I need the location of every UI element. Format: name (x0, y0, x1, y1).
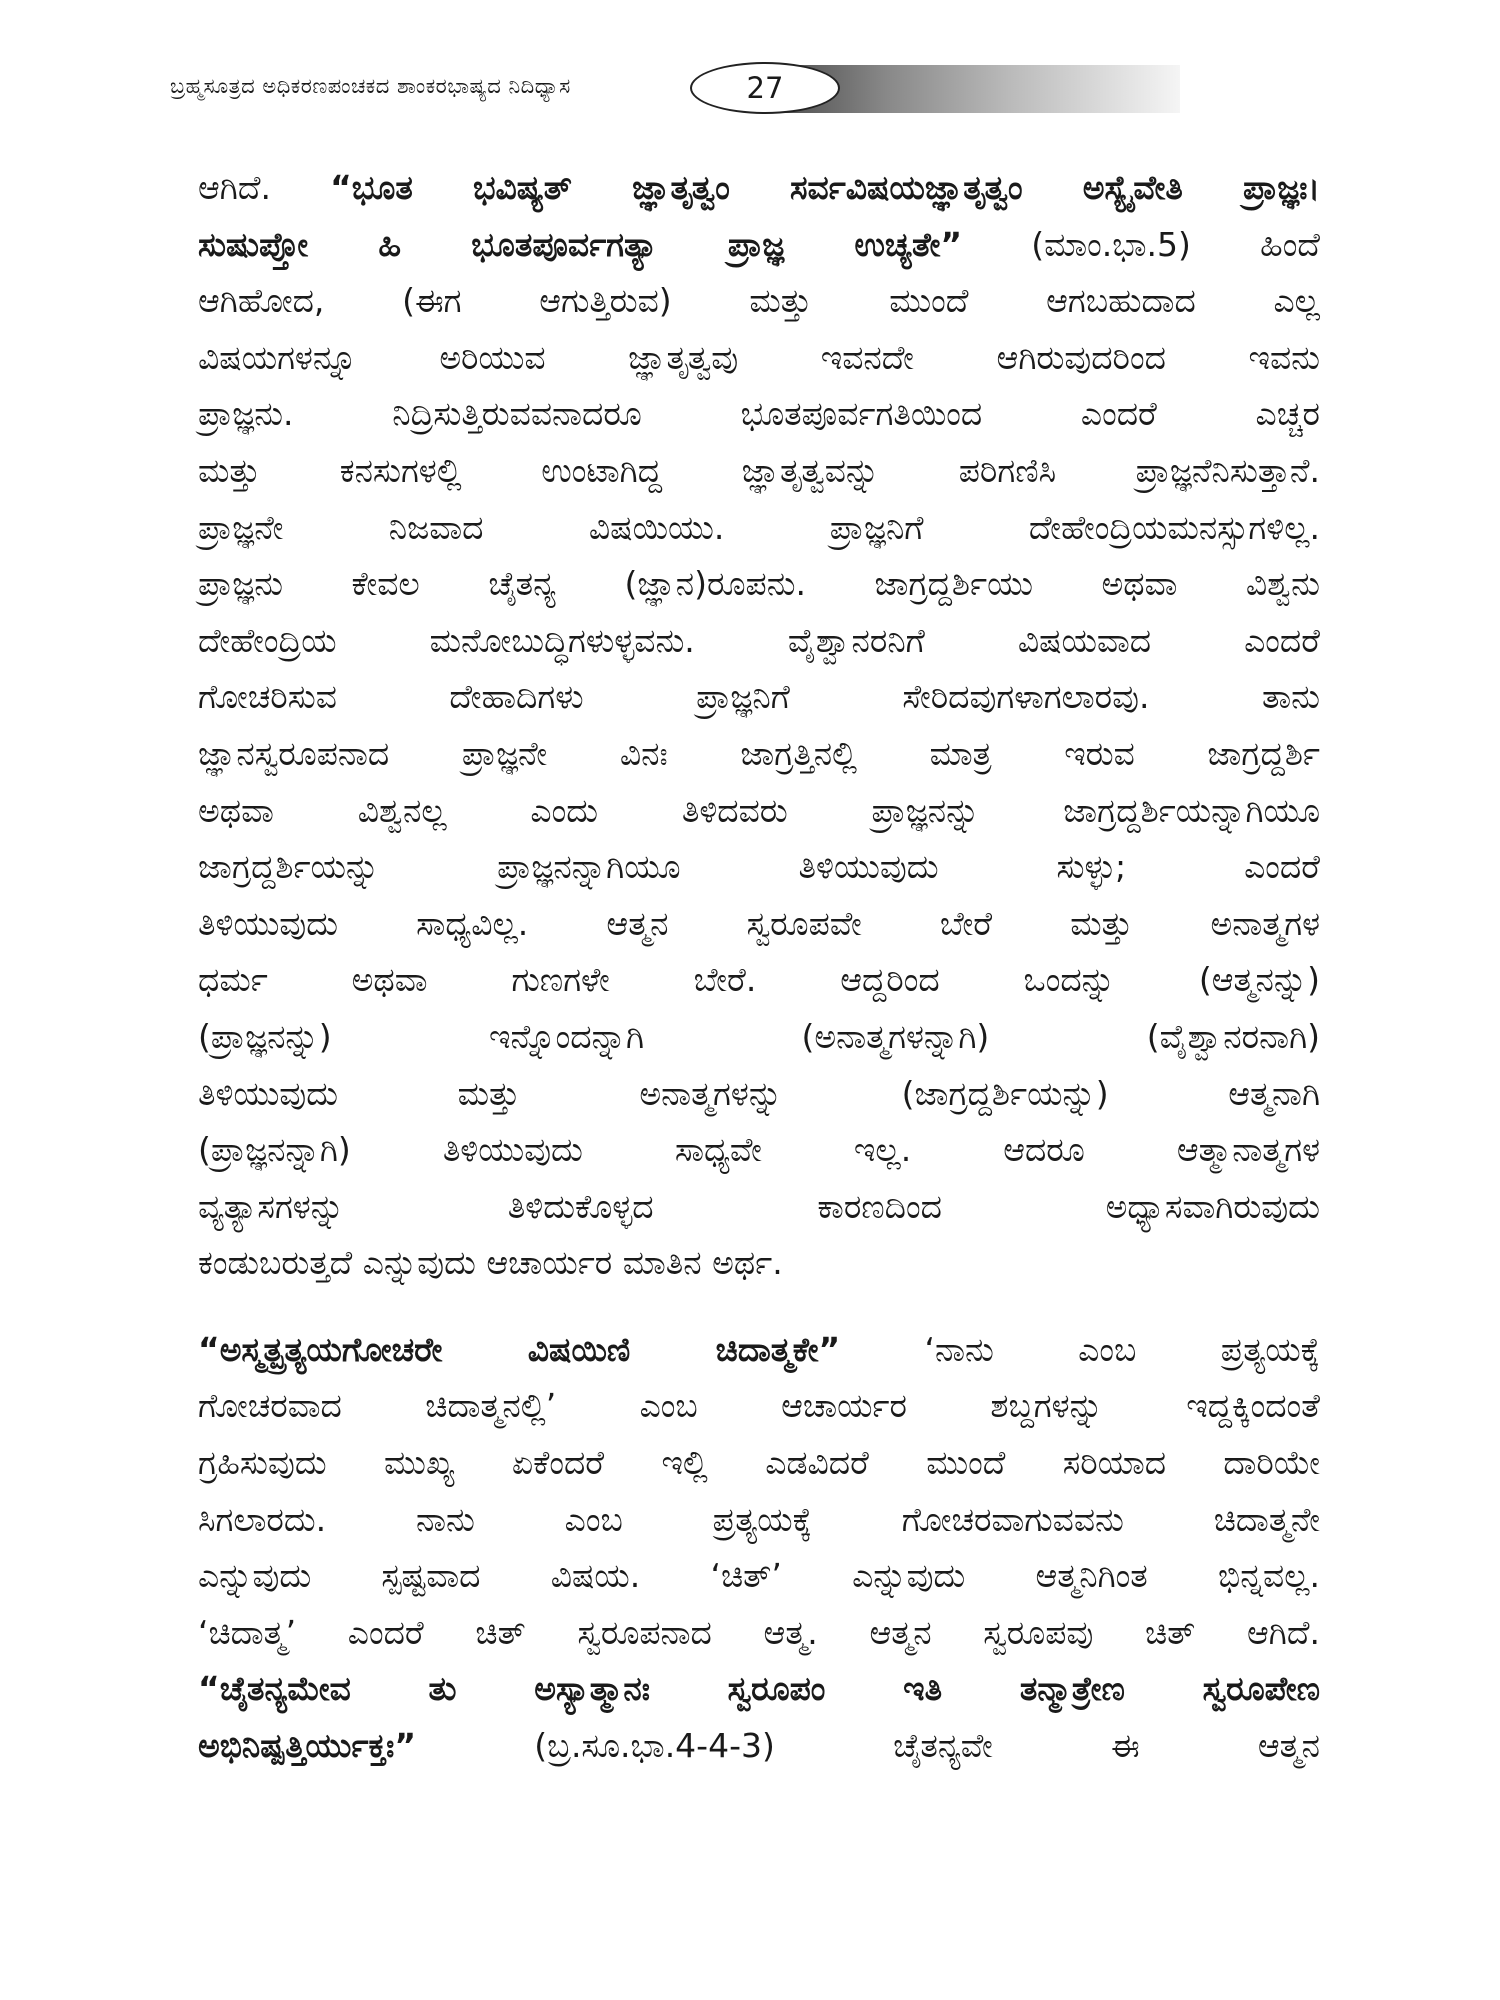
text-line: ಗ್ರಹಿಸುವುದು ಮುಖ್ಯ ಏಕೆಂದರೆ ಇಲ್ಲಿ ಎಡವಿದರೆ ಮುಂದೆ ಸರಿಯಾದ ದಾರಿಯೇ (198, 1443, 1320, 1483)
page-header (170, 62, 1350, 122)
citation: (ಬ್ರ.ಸೂ.ಭಾ.4-4-3) ಚೈತನ್ಯವೇ ಈ ಆತ್ಮನ (416, 1726, 1320, 1766)
paragraph-2 (198, 1322, 1320, 1775)
page-number: 27 (690, 62, 840, 114)
text-line: ವ್ಯತ್ಯಾಸಗಳನ್ನು ತಿಳಿದುಕೊಳ್ಳದ ಕಾರಣದಿಂದ ಅಧ್ಯಾಸವಾಗಿರುವುದು (198, 1186, 1320, 1226)
text-line: ಪ್ರಾಜ್ಞನೇ ನಿಜವಾದ ವಿಷಯಿಯು. ಪ್ರಾಜ್ಞನಿಗೆ ದೇಹೇಂದ್ರಿಯಮನಸ್ಸುಗಳಿಲ್ಲ. (198, 507, 1320, 547)
text-line: ಆಗಿದೆ. “ಭೂತ ಭವಿಷ್ಯತ್ ಜ್ಞಾತೃತ್ವಂ ಸರ್ವವಿಷಯಜ್ಞಾತೃತ್ವಂ ಅಸ್ಯೈವೇತಿ ಪ್ರಾಜ್ಞಃ। (198, 168, 1320, 207)
running-title: ಬ್ರಹ್ಮಸೂತ್ರದ ಅಧಿಕರಣಪಂಚಕದ ಶಾಂಕರಭಾಷ್ಯದ ನಿದಿಧ್ಯಾಸ (170, 74, 571, 98)
text-line (198, 1718, 1320, 1775)
text-line: ಕಂಡುಬರುತ್ತದೆ ಎನ್ನುವುದು ಆಚಾರ್ಯರ ಮಾತಿನ ಅರ್ಥ. (198, 1243, 783, 1283)
text-line: ಮತ್ತು ಕನಸುಗಳಲ್ಲಿ ಉಂಟಾಗಿದ್ದ ಜ್ಞಾತೃತ್ವವನ್ನು ಪರಿಗಣಿಸಿ ಪ್ರಾಜ್ಞನೆನಿಸುತ್ತಾನೆ. (198, 450, 1320, 490)
text-line: ತಿಳಿಯುವುದು ಮತ್ತು ಅನಾತ್ಮಗಳನ್ನು (ಜಾಗ್ರದ್ದರ್ಶಿಯನ್ನು) ಆತ್ಮನಾಗಿ (198, 1073, 1320, 1113)
text-line: ಧರ್ಮ ಅಥವಾ ಗುಣಗಳೇ ಬೇರೆ. ಆದ್ದರಿಂದ ಒಂದನ್ನು (ಆತ್ಮನನ್ನು) (198, 960, 1320, 1000)
citation: (ಮಾಂ.ಭಾ.5) ಹಿಂದೆ (962, 224, 1320, 264)
text-line: ಜ್ಞಾನಸ್ವರೂಪನಾದ ಪ್ರಾಜ್ಞನೇ ವಿನಃ ಜಾಗ್ರತ್ತಿನಲ್ಲಿ ಮಾತ್ರ ಇರುವ ಜಾಗ್ರದ್ದರ್ಶಿ (198, 733, 1320, 773)
text-line: ಪ್ರಾಜ್ಞನು. ನಿದ್ರಿಸುತ್ತಿರುವವನಾದರೂ ಭೂತಪೂರ್ವಗತಿಯಿಂದ ಎಂದರೆ ಎಚ್ಚರ (198, 394, 1320, 434)
text-line: ಗೋಚರವಾದ ಚಿದಾತ್ಮನಲ್ಲಿ’ ಎಂಬ ಆಚಾರ್ಯರ ಶಬ್ದಗಳನ್ನು ಇದ್ದಕ್ಕಿಂದಂತೆ (198, 1386, 1320, 1426)
text-line: ವಿಷಯಗಳನ್ನೂ ಅರಿಯುವ ಜ್ಞಾತೃತ್ವವು ಇವನದೇ ಆಗಿರುವುದರಿಂದ ಇವನು (198, 337, 1320, 377)
text-line (198, 217, 1320, 274)
text-line: ಆಗಿಹೋದ, (ಈಗ ಆಗುತ್ತಿರುವ) ಮತ್ತು ಮುಂದೆ ಆಗಬಹುದಾದ ಎಲ್ಲ (198, 281, 1320, 321)
text-line: ‘ಚಿದಾತ್ಮ’ ಎಂದರೆ ಚಿತ್ ಸ್ವರೂಪನಾದ ಆತ್ಮ. ಆತ್ಮನ ಸ್ವರೂಪವು ಚಿತ್ ಆಗಿದೆ. (198, 1612, 1320, 1652)
quote-sanskrit: “ಭೂತ ಭವಿಷ್ಯತ್ ಜ್ಞಾತೃತ್ವಂ ಸರ್ವವಿಷಯಜ್ಞಾತೃತ್ವಂ ಅಸ್ಯೈವೇತಿ ಪ್ರಾಜ್ಞಃ। (330, 168, 1320, 207)
quote-sanskrit: “ಅಸ್ಮತ್ಪ್ರತ್ಯಯಗೋಚರೇ ವಿಷಯಿಣಿ ಚಿದಾತ್ಮಕೇ” (198, 1329, 841, 1369)
paragraph-1 (198, 160, 1320, 1292)
text-line: ಅಥವಾ ವಿಶ್ವನಲ್ಲ ಎಂದು ತಿಳಿದವರು ಪ್ರಾಜ್ಞನನ್ನು ಜಾಗ್ರದ್ದರ್ಶಿಯನ್ನಾಗಿಯೂ (198, 790, 1320, 830)
text-line: ತಿಳಿಯುವುದು ಸಾಧ್ಯವಿಲ್ಲ. ಆತ್ಮನ ಸ್ವರೂಪವೇ ಬೇರೆ ಮತ್ತು ಅನಾತ್ಮಗಳ (198, 903, 1320, 943)
text-line: ಪ್ರಾಜ್ಞನು ಕೇವಲ ಚೈತನ್ಯ (ಜ್ಞಾನ)ರೂಪನು. ಜಾಗ್ರದ್ದರ್ಶಿಯು ಅಥವಾ ವಿಶ್ವನು (198, 564, 1320, 604)
text-line: “ಚೈತನ್ಯಮೇವ ತು ಅಸ್ಯಾತ್ಮಾನಃ ಸ್ವರೂಪಂ ಇತಿ ತನ್ಮಾತ್ರೇಣ ಸ್ವರೂಪೇಣ (198, 1669, 1320, 1709)
page-body (198, 160, 1320, 1775)
paragraph-spacer (198, 1292, 1320, 1322)
text-line: ಜಾಗ್ರದ್ದರ್ಶಿಯನ್ನು ಪ್ರಾಜ್ಞನನ್ನಾಗಿಯೂ ತಿಳಿಯುವುದು ಸುಳ್ಳು; ಎಂದರೆ (198, 847, 1320, 887)
text-line: ಸಿಗಲಾರದು. ನಾನು ಎಂಬ ಪ್ರತ್ಯಯಕ್ಕೆ ಗೋಚರವಾಗುವವನು ಚಿದಾತ್ಮನೇ (198, 1499, 1320, 1539)
text-line: ಎನ್ನುವುದು ಸ್ಪಷ್ಟವಾದ ವಿಷಯ. ‘ಚಿತ್’ ಎನ್ನುವುದು ಆತ್ಮನಿಗಿಂತ ಭಿನ್ನವಲ್ಲ. (198, 1556, 1320, 1596)
text-line: (ಪ್ರಾಜ್ಞನನ್ನಾಗಿ) ತಿಳಿಯುವುದು ಸಾಧ್ಯವೇ ಇಲ್ಲ. ಆದರೂ ಆತ್ಮಾನಾತ್ಮಗಳ (198, 1130, 1320, 1170)
text-line: “ಅಸ್ಮತ್ಪ್ರತ್ಯಯಗೋಚರೇ ವಿಷಯಿಣಿ ಚಿದಾತ್ಮಕೇ” ‘ನಾನು ಎಂಬ ಪ್ರತ್ಯಯಕ್ಕೆ (198, 1329, 1320, 1369)
text-line: ಗೋಚರಿಸುವ ದೇಹಾದಿಗಳು ಪ್ರಾಜ್ಞನಿಗೆ ಸೇರಿದವುಗಳಾಗಲಾರವು. ತಾನು (198, 677, 1320, 717)
text-line: ದೇಹೇಂದ್ರಿಯ ಮನೋಬುದ್ಧಿಗಳುಳ್ಳವನು. ವೈಶ್ವಾನರನಿಗೆ ವಿಷಯವಾದ ಎಂದರೆ (198, 620, 1320, 660)
quote-sanskrit: ಸುಷುಪ್ತೋ ಹಿ ಭೂತಪೂರ್ವಗತ್ಯಾ ಪ್ರಾಜ್ಞ ಉಚ್ಯತೇ” (198, 224, 963, 264)
text-line: (ಪ್ರಾಜ್ಞನನ್ನು) ಇನ್ನೊಂದನ್ನಾಗಿ (ಅನಾತ್ಮಗಳನ್ನಾಗಿ) (ವೈಶ್ವಾನರನಾಗಿ) (198, 1016, 1320, 1056)
quote-sanskrit: ಅಭಿನಿಷ್ಪತ್ತಿರ್ಯುಕ್ತಃ” (198, 1726, 417, 1766)
